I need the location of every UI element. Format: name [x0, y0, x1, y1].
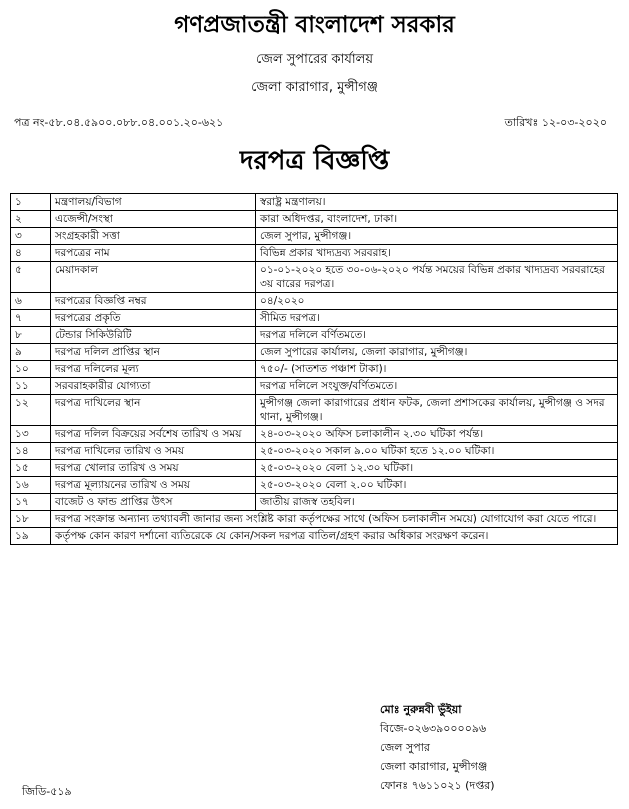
- table-row: [11, 327, 618, 344]
- row-number: ১: [11, 194, 51, 211]
- table-row: [11, 245, 618, 262]
- row-field: সরবরাহকারীর যোগ্যতা: [51, 378, 256, 395]
- table-row: [11, 477, 618, 494]
- row-number: ৬: [11, 293, 51, 310]
- row-value: ৭৫০/- (সাতশত পঞ্চাশ টাকা)।: [256, 361, 618, 378]
- row-number: ৫: [11, 262, 51, 293]
- row-value: মুন্সীগঞ্জ জেলা কারাগারের প্রধান ফটক, জেলা প্রশাসকের কার্যালয়, মুন্সীগঞ্জ ও সদর থানা, মুন্সীগঞ্জ।: [256, 395, 618, 426]
- tender-table-body: [11, 194, 618, 545]
- table-row: [11, 494, 618, 511]
- memo-date: তারিখঃ ১২-০৩-২০২০: [504, 116, 607, 129]
- row-field: দরপত্র দাখিলের তারিখ ও সময়: [51, 443, 256, 460]
- row-number: ১৪: [11, 443, 51, 460]
- table-row: [11, 511, 618, 528]
- row-text: দরপত্র সংক্রান্ত অন্যান্য তথ্যাবলী জানার জন্য সংশ্লিষ্ট কারা কর্তৃপক্ষের সাথে (অফিস চলাকালীন সময়ে) যোগাযোগ করা যেতে পারে।: [51, 511, 618, 528]
- row-field: দরপত্রের বিজ্ঞপ্তি নম্বর: [51, 293, 256, 310]
- row-value: জেল সুপার, মুন্সীগঞ্জ।: [256, 228, 618, 245]
- table-row: [11, 262, 618, 293]
- memo-number: পত্র নং-৫৮.০৪.৫৯০০.০৮৮.০৪.০০১.২০-৬২১: [14, 116, 224, 129]
- table-row: [11, 211, 618, 228]
- signature-block: [380, 700, 495, 795]
- row-field: বাজেট ও ফান্ড প্রাপ্তির উৎস: [51, 494, 256, 511]
- row-value: দরপত্র দলিলে সংযুক্ত/বর্ণিতমতে।: [256, 378, 618, 395]
- table-row: [11, 293, 618, 310]
- row-number: ১৯: [11, 528, 51, 545]
- row-value: সীমিত দরপত্র।: [256, 310, 618, 327]
- row-value: ২৫-০৩-২০২০ সকাল ৯.০০ ঘটিকা হতে ১২.০০ ঘটিকা।: [256, 443, 618, 460]
- table-row: [11, 310, 618, 327]
- signatory-location: জেলা কারাগার, মুন্সীগঞ্জ: [380, 760, 488, 773]
- table-row: [11, 361, 618, 378]
- signatory-designation: জেল সুপার: [380, 741, 430, 754]
- signatory-phone: ফোনঃ ৭৬১১০২১ (দপ্তর): [380, 779, 495, 792]
- tender-table: [10, 193, 618, 545]
- row-field: দরপত্র দলিল বিক্রয়ের সর্বশেষ তারিখ ও সময়: [51, 426, 256, 443]
- row-field: দরপত্রের প্রকৃতি: [51, 310, 256, 327]
- row-value: বিভিন্ন প্রকার খাদ্যদ্রব্য সরবরাহ।: [256, 245, 618, 262]
- row-value: জেল সুপারের কার্যালয়, জেলা কারাগার, মুন্সীগঞ্জ।: [256, 344, 618, 361]
- table-row: [11, 443, 618, 460]
- row-number: ২: [11, 211, 51, 228]
- row-number: ৩: [11, 228, 51, 245]
- row-value: জাতীয় রাজস্ব তহবিল।: [256, 494, 618, 511]
- row-field: দরপত্র মূল্যায়নের তারিখ ও সময়: [51, 477, 256, 494]
- row-field: দরপত্র দলিল প্রাপ্তির স্থান: [51, 344, 256, 361]
- row-number: ১০: [11, 361, 51, 378]
- table-row: [11, 460, 618, 477]
- table-row: [11, 378, 618, 395]
- row-field: এজেন্সী/সংস্থা: [51, 211, 256, 228]
- table-row: [11, 528, 618, 545]
- table-row: [11, 228, 618, 245]
- row-number: ১৫: [11, 460, 51, 477]
- table-row: [11, 194, 618, 211]
- row-field: দরপত্র দলিলের মূল্য: [51, 361, 256, 378]
- row-value: ০১-০১-২০২০ হতে ৩০-০৬-২০২০ পর্যন্ত সময়ের বিভিন্ন প্রকার খাদ্যদ্রব্য সরবরাহের ৩য় বারের দরপত্র।: [256, 262, 618, 293]
- row-number: ১৬: [11, 477, 51, 494]
- row-number: ৪: [11, 245, 51, 262]
- notice-title: দরপত্র বিজ্ঞপ্তি: [239, 146, 390, 176]
- row-value: স্বরাষ্ট্র মন্ত্রণালয়।: [256, 194, 618, 211]
- office-location: জেলা কারাগার, মুন্সীগঞ্জ: [251, 80, 378, 95]
- row-number: ৮: [11, 327, 51, 344]
- row-number: ১২: [11, 395, 51, 426]
- row-number: ১৩: [11, 426, 51, 443]
- row-value: ২৫-০৩-২০২০ বেলা ১২.৩০ ঘটিকা।: [256, 460, 618, 477]
- row-field: টেন্ডার সিকিউরিটি: [51, 327, 256, 344]
- government-title: গণপ্রজাতন্ত্রী বাংলাদেশ সরকার: [174, 12, 455, 38]
- table-row: [11, 395, 618, 426]
- row-text: কর্তৃপক্ষ কোন কারণ দর্শানো ব্যতিরেকে যে কোন/সকল দরপত্র বাতিল/গ্রহণ করার অধিকার সংরক্ষণ করেন।: [51, 528, 618, 545]
- row-number: ৭: [11, 310, 51, 327]
- row-field: দরপত্র খোলার তারিখ ও সময়: [51, 460, 256, 477]
- row-value: কারা অধিদপ্তর, বাংলাদেশ, ঢাকা।: [256, 211, 618, 228]
- row-number: ১৮: [11, 511, 51, 528]
- row-number: ১১: [11, 378, 51, 395]
- signatory-id: বিজে-০২৬৩৯০০০০৯৬: [380, 722, 487, 735]
- row-number: ১৭: [11, 494, 51, 511]
- row-field: সংগ্রহকারী সত্তা: [51, 228, 256, 245]
- table-row: [11, 426, 618, 443]
- row-value: ০৪/২০২০: [256, 293, 618, 310]
- signatory-name: মোঃ নুরুন্নবী ভুঁইয়া: [380, 703, 462, 716]
- row-field: দরপত্র দাখিলের স্থান: [51, 395, 256, 426]
- row-number: ৯: [11, 344, 51, 361]
- row-value: ২৪-০৩-২০২০ অফিস চলাকালীন ২.৩০ ঘটিকা পর্যন্ত।: [256, 426, 618, 443]
- table-row: [11, 344, 618, 361]
- row-field: মেয়াদকাল: [51, 262, 256, 293]
- row-value: ২৫-০৩-২০২০ বেলা ২.০০ ঘটিকা।: [256, 477, 618, 494]
- office-name: জেল সুপারের কার্যালয়: [255, 52, 374, 67]
- row-field: মন্ত্রণালয়/বিভাগ: [51, 194, 256, 211]
- row-field: দরপত্রের নাম: [51, 245, 256, 262]
- row-value: দরপত্র দলিলে বর্ণিতমতে।: [256, 327, 618, 344]
- footer-code: জিডি-৫১৯: [22, 785, 72, 798]
